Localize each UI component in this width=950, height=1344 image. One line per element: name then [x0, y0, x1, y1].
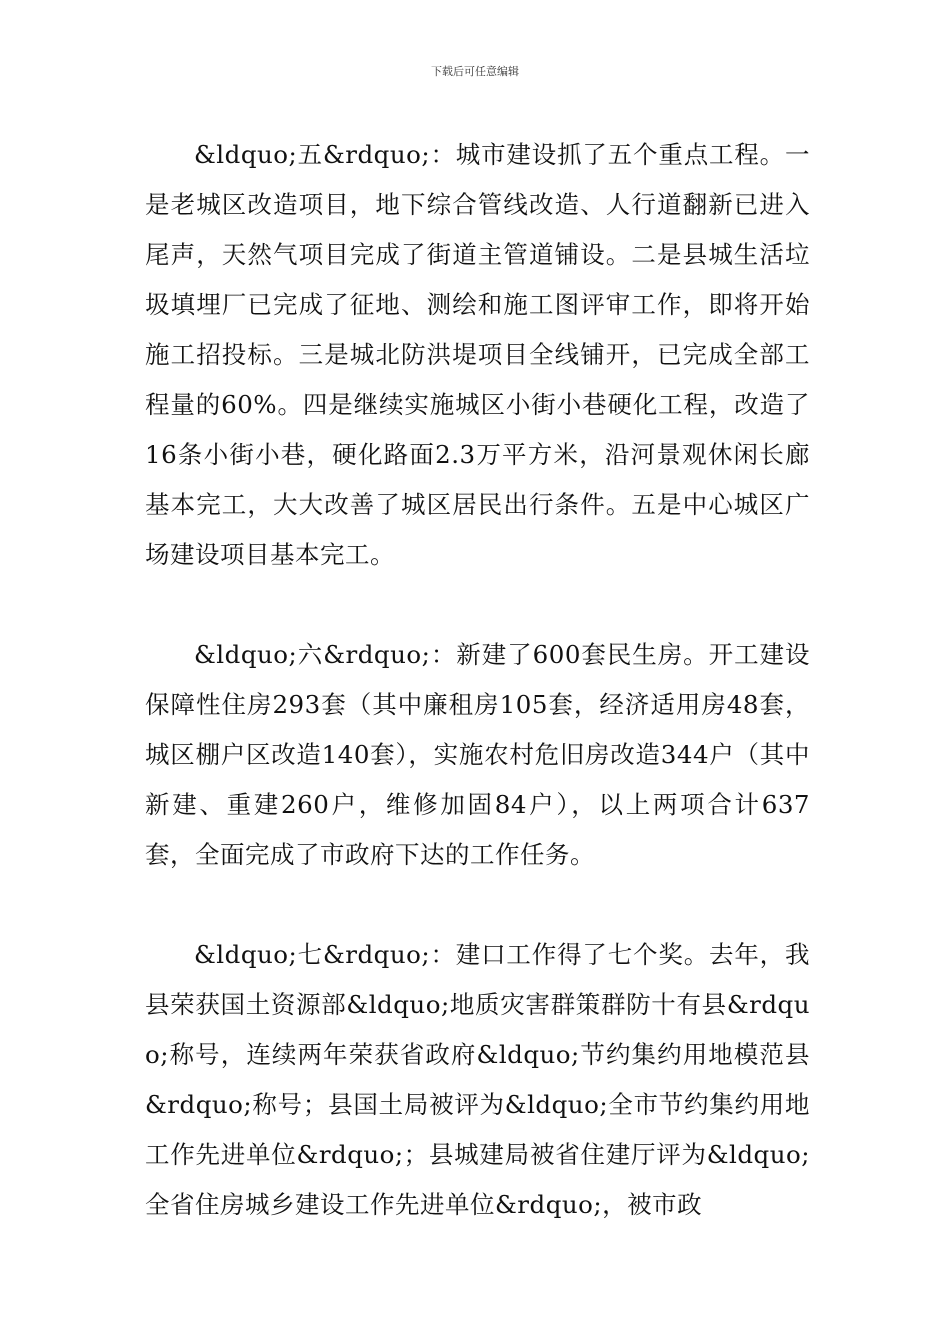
paragraph-six-housing: &ldquo;六&rdquo;：新建了600套民生房。开工建设保障性住房293套（其中廉租房105套，经济适用房48套，城区棚户区改造140套），实施农村危旧房改造344户（其中新建、重建260户，维修加固84户），以上两项合计637套，全面完成了市政府下达的工作任务。 — [145, 640, 810, 869]
paragraph-five-projects: &ldquo;五&rdquo;：城市建设抓了五个重点工程。一是老城区改造项目，地下综合管线改造、人行道翻新已进入尾声，天然气项目完成了街道主管道铺设。二是县城生活垃圾填埋厂已完成了征地、测绘和施工图评审工作，即将开始施工招投标。三是城北防洪堤项目全线铺开，已完成全部工程量的60%。四是继续实施城区小街小巷硬化工程，改造了16条小街小巷，硬化路面2.3万平方米，沿河景观休闲长廊基本完工，大大改善了城区居民出行条件。五是中心城区广场建设项目基本完工。 — [145, 140, 810, 569]
page-header-note: 下载后可任意编辑 — [431, 65, 519, 78]
document-body — [145, 130, 810, 1230]
paragraph-seven-awards: &ldquo;七&rdquo;：建口工作得了七个奖。去年，我县荣获国土资源部&ldquo;地质灾害群策群防十有县&rdquo;称号，连续两年荣获省政府&ldquo;节约集约用地模范县&rdquo;称号；县国土局被评为&ldquo;全市节约集约用地工作先进单位&rdquo;；县城建局被省住建厅评为&ldquo;全省住房城乡建设工作先进单位&rdquo;，被市政 — [145, 940, 810, 1219]
